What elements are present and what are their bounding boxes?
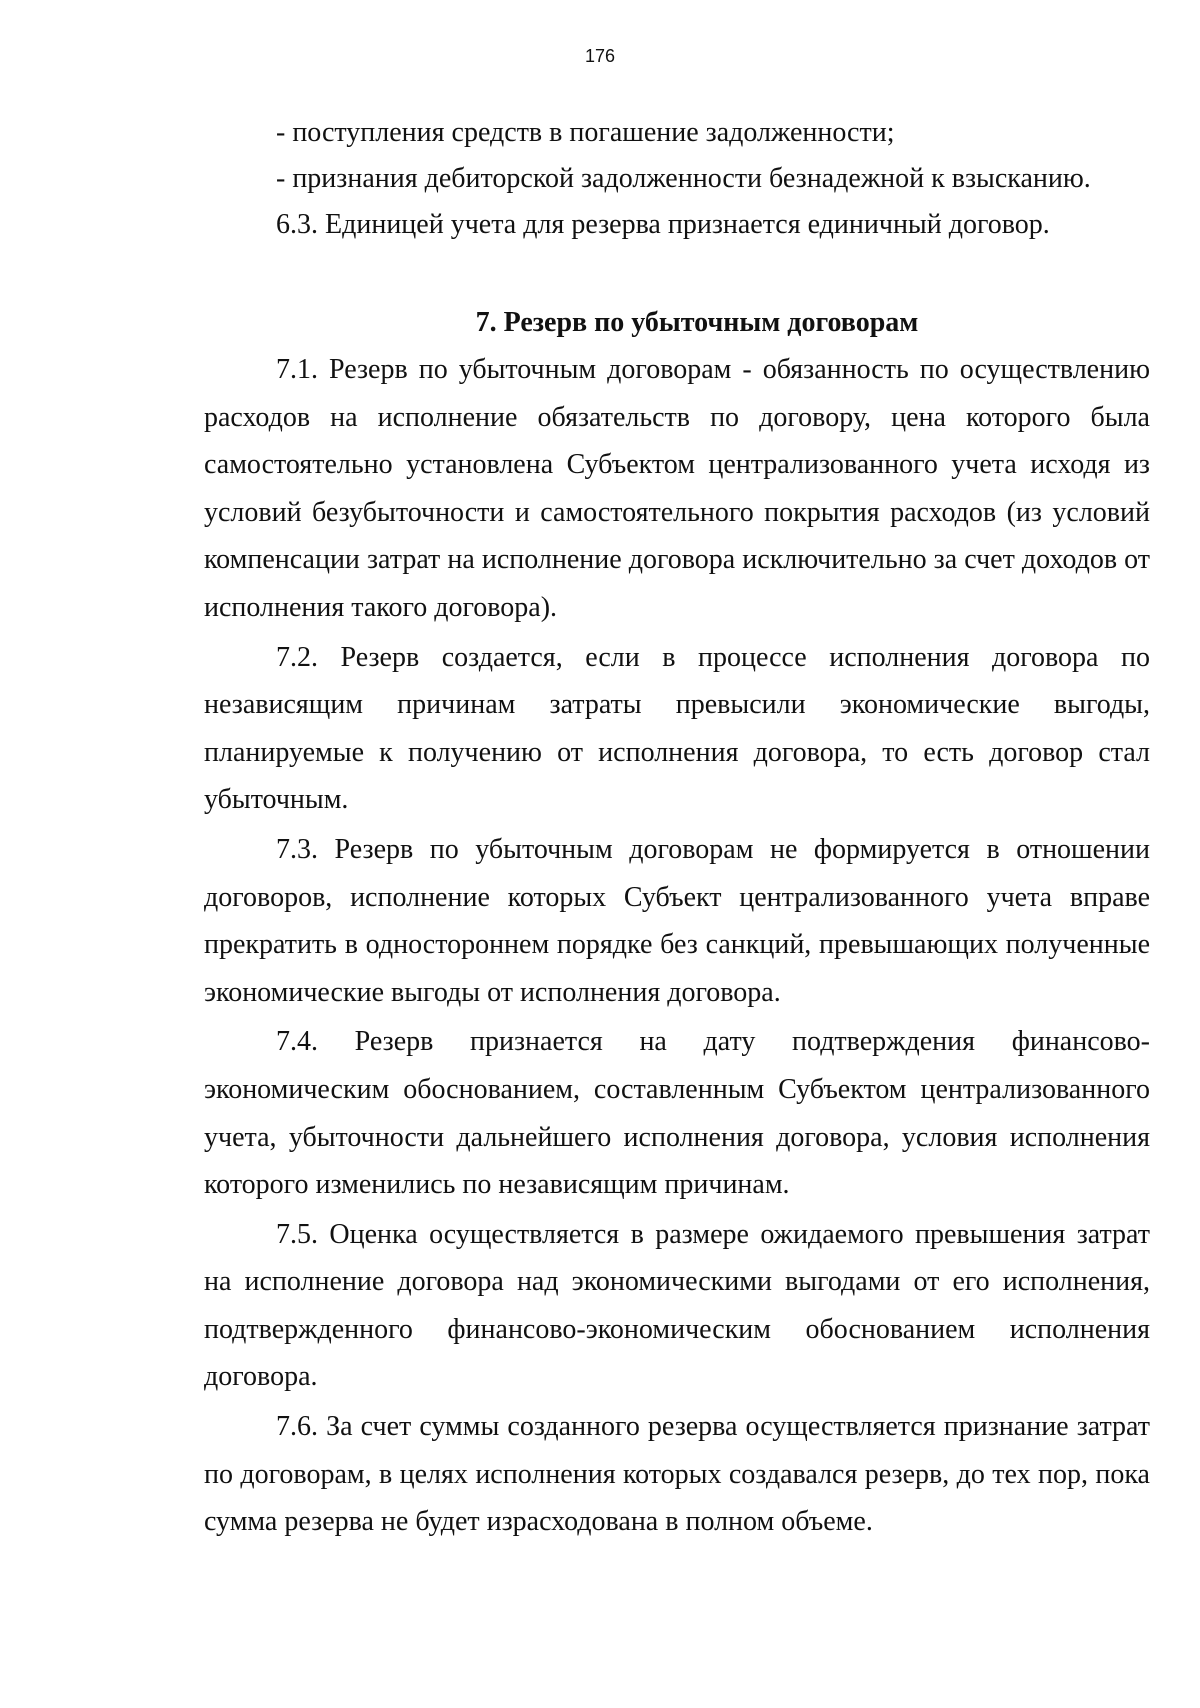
clause-7-3: 7.3. Резерв по убыточным договорам не формируется в отношении договоров, исполнение которых Субъект централизованного учета вправе прекратить в одностороннем порядке без санкций, превышающих полученные экономические выгоды от исполнения договора. bbox=[204, 833, 1150, 1008]
list-item-bad-debt: - признания дебиторской задолженности безнадежной к взысканию. bbox=[276, 163, 1091, 194]
clause-7-4: 7.4. Резерв признается на дату подтверждения финансово-экономическим обоснованием, составленным Субъектом централизованного учета, убыточности дальнейшего исполнения договора, условия исполнения которого изменились по независящим причинам. bbox=[204, 1026, 1150, 1201]
clause-7-1: 7.1. Резерв по убыточным договорам - обязанность по осуществлению расходов на исполнение обязательств по договору, цена которого была самостоятельно установлена Субъектом централизованного учета исходя из условий безубыточности и самостоятельного покрытия расходов (из условий компенсации затрат на исполнение договора исключительно за счет доходов от исполнения такого договора). bbox=[204, 354, 1150, 623]
clause-7-2: 7.2. Резерв создается, если в процессе исполнения договора по независящим причинам затраты превысили экономические выгоды, планируемые к получению от исполнения договора, то есть договор стал убыточным. bbox=[204, 641, 1150, 816]
document-body bbox=[204, 110, 1150, 1548]
clause-7-6: 7.6. За счет суммы созданного резерва осуществляется признание затрат по договорам, в целях исполнения которых создавался резерв, до тех пор, пока сумма резерва не будет израсходована в полном объеме. bbox=[204, 1411, 1150, 1538]
clause-7-5: 7.5. Оценка осуществляется в размере ожидаемого превышения затрат на исполнение договора над экономическими выгодами от его исполнения, подтвержденного финансово-экономическим обоснованием исполнения договора. bbox=[204, 1218, 1150, 1393]
page-number: 176 bbox=[584, 46, 616, 66]
list-item-payment-receipt: - поступления средств в погашение задолженности; bbox=[276, 117, 895, 148]
section-7-heading: 7. Резерв по убыточным договорам bbox=[475, 307, 919, 338]
clause-6-3: 6.3. Единицей учета для резерва признается единичный договор. bbox=[276, 209, 1050, 240]
